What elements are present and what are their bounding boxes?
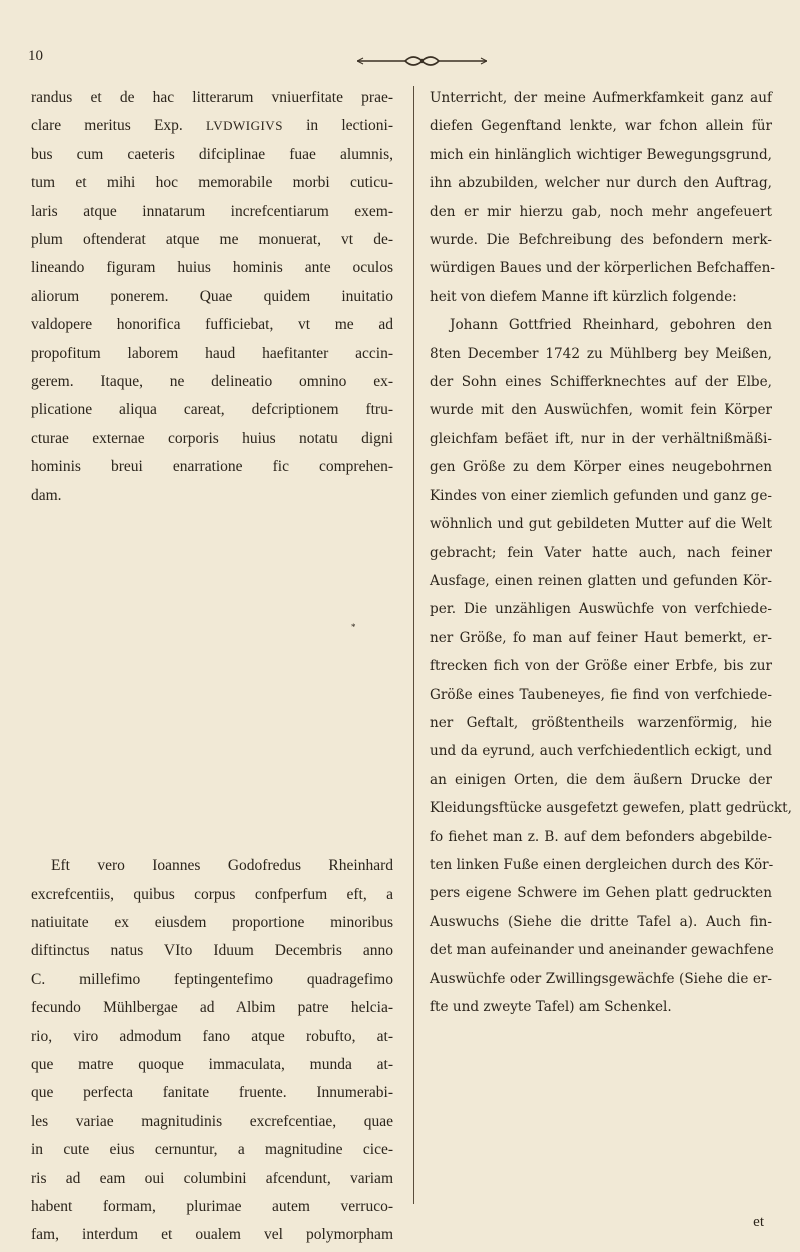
text-line: Eft vero Ioannes Godofredus Rheinhard <box>51 857 393 875</box>
text-line: gleichfam befäet ift, nur in der verhältnißmäßi- <box>430 430 772 447</box>
text-line: ner Geftalt, größtentheils warzenförmig, hie <box>430 714 772 731</box>
text-line: Auswuchs (Siehe die dritte Tafel a). Auch fin- <box>430 913 772 930</box>
text-line: Kindes von einer ziemlich gefunden und ganz ge- <box>430 487 772 504</box>
text-line: que matre quoque immaculata, munda at- <box>31 1055 393 1073</box>
text-line: laris atque innatarum increfcentiarum exem- <box>31 202 393 220</box>
text-line: que perfecta fanitate fruente. Innumerabi- <box>31 1084 393 1102</box>
text-line: gebracht; fein Vater hatte auch, nach feiner <box>430 544 772 561</box>
text-line: diefen Gegenftand lenkte, war fchon allein für <box>430 118 772 135</box>
text-line: lineando figuram huius hominis ante oculos <box>31 259 393 277</box>
text-line: der Sohn eines Schifferknechtes auf der Elbe, <box>430 374 772 391</box>
text-line: natiuitate ex eiusdem proportione minoribus <box>31 913 393 931</box>
text-line: mich ein hinlänglich wichtiger Bewegungsgrund, <box>430 146 772 163</box>
text-line: Kleidungsftücke ausgefetzt gewefen, platt gedrückt, <box>430 800 792 817</box>
text-line: gerem. Itaque, ne delineatio omnino ex- <box>31 373 393 391</box>
text-line: den er mir hierzu gab, noch mehr angefeuert <box>430 203 772 220</box>
text-line: diftinctus natus VIto Iduum Decembris anno <box>31 942 393 960</box>
text-line: per. Die unzähligen Auswüchfe von verfchiede- <box>430 601 772 618</box>
text-line: ner Größe, fo man auf feiner Haut bemerkt, er- <box>430 629 772 646</box>
text-line: ihn abzubilden, welcher nur durch den Auftrag, <box>430 175 772 192</box>
text-line: an einigen Orten, die dem äußern Drucke der <box>430 771 772 788</box>
text-line: pers eigene Schwere im Gehen platt gedruckten <box>430 885 772 902</box>
text-line: wurde. Die Befchreibung des befondern merk- <box>430 232 772 249</box>
text-line: ten linken Fuße einen dergleichen durch des Kör- <box>430 856 774 873</box>
text-line: dam. <box>31 486 62 504</box>
text-line: fecundo Mühlbergae ad Albim patre helcia- <box>31 999 393 1017</box>
text-line: aliorum ponerem. Quae quidem inuitatio <box>31 287 393 305</box>
text-line: fo fiehet man z. B. auf dem befonders abgebilde- <box>430 828 772 845</box>
text-line: C. millefimo feptingentefimo quadragefimo <box>31 970 393 988</box>
latin-column <box>31 84 393 1250</box>
column-divider <box>413 86 414 1204</box>
text-line: habent formam, plurimae autem verruco- <box>31 1197 393 1215</box>
text-line: und da eyrund, auch verfchiedentlich eckigt, und <box>430 743 772 760</box>
text-line: hominis breui enarratione fic comprehen- <box>31 458 393 476</box>
text-line: Auswüchfe oder Zwillingsgewächfe (Siehe die er- <box>430 970 772 987</box>
text-line: fte und zweyte Tafel) am Schenkel. <box>430 999 672 1015</box>
text-line: bus cum caeteris difciplinae fuae alumnis, <box>31 145 393 163</box>
text-line: excrefcentiis, quibus corpus confperfum eft, a <box>31 885 393 903</box>
text-line: Ausfage, einen reinen glatten und gefunden Kör- <box>430 572 772 589</box>
text-line: randus et de hac litterarum vniuerfitate prae- <box>31 89 393 106</box>
text-line: gen Größe zu dem Körper eines neugebohrnen <box>430 459 772 476</box>
text-line: ftrecken fich von der Größe einer Erbfe, bis zur <box>430 658 772 675</box>
text-line: ris ad eam oui columbini afcendunt, variam <box>31 1169 393 1187</box>
text-line: valdopere honorifica fufficiebat, vt me ad <box>31 316 393 334</box>
text-line: tum et mihi hoc memorabile morbi cuticu- <box>31 174 393 192</box>
column-gap <box>31 510 393 852</box>
page-number: 10 <box>28 48 43 64</box>
text-line: plum oftenderat atque me monuerat, vt de- <box>31 231 393 249</box>
text-line: wöhnlich und gut gebildeten Mutter auf die Welt <box>430 516 772 533</box>
german-column <box>430 84 792 1021</box>
text-line: plicatione aliqua careat, defcriptionem ftru- <box>31 401 393 419</box>
catchword: et <box>753 1214 764 1230</box>
text-line: Unterricht, der meine Aufmerkfamkeit ganz auf <box>430 90 772 106</box>
text-line: Größe eines Taubeneyes, fie find von verfchiede- <box>430 686 772 703</box>
text-line: det man aufeinander und aneinander gewachfene <box>430 942 774 959</box>
text-line: propofitum laborem haud haefitanter accin- <box>31 344 393 362</box>
text-line: rio, viro admodum fano atque robufto, at- <box>31 1027 393 1045</box>
author-name: LVDWIGIVS <box>205 118 283 134</box>
text-line: würdigen Baues und der körperlichen Befchaffen- <box>430 260 775 277</box>
text-line: wurde mit den Auswüchfen, womit fein Körper <box>430 402 772 419</box>
text-line: 8ten December 1742 zu Mühlberg bey Meißen, <box>430 345 772 362</box>
text-line: les variae magnitudinis excrefcentiae, quae <box>31 1112 393 1130</box>
text-line: cturae externae corporis huius notatu digni <box>31 429 393 447</box>
text-line: fam, interdum et oualem vel polymorpham <box>31 1226 393 1244</box>
text-line: heit von diefem Manne ift kürzlich folgende: <box>430 288 737 305</box>
text-line: clare meritus Exp. LVDWIGIVS in lectioni- <box>31 117 393 135</box>
ornament-rule-icon <box>357 52 487 70</box>
asterisk-mark: * <box>351 622 356 632</box>
text-line: Johann Gottfried Rheinhard, gebohren den <box>450 317 772 334</box>
text-line: in cute eius cernuntur, a magnitudine cice- <box>31 1141 393 1159</box>
